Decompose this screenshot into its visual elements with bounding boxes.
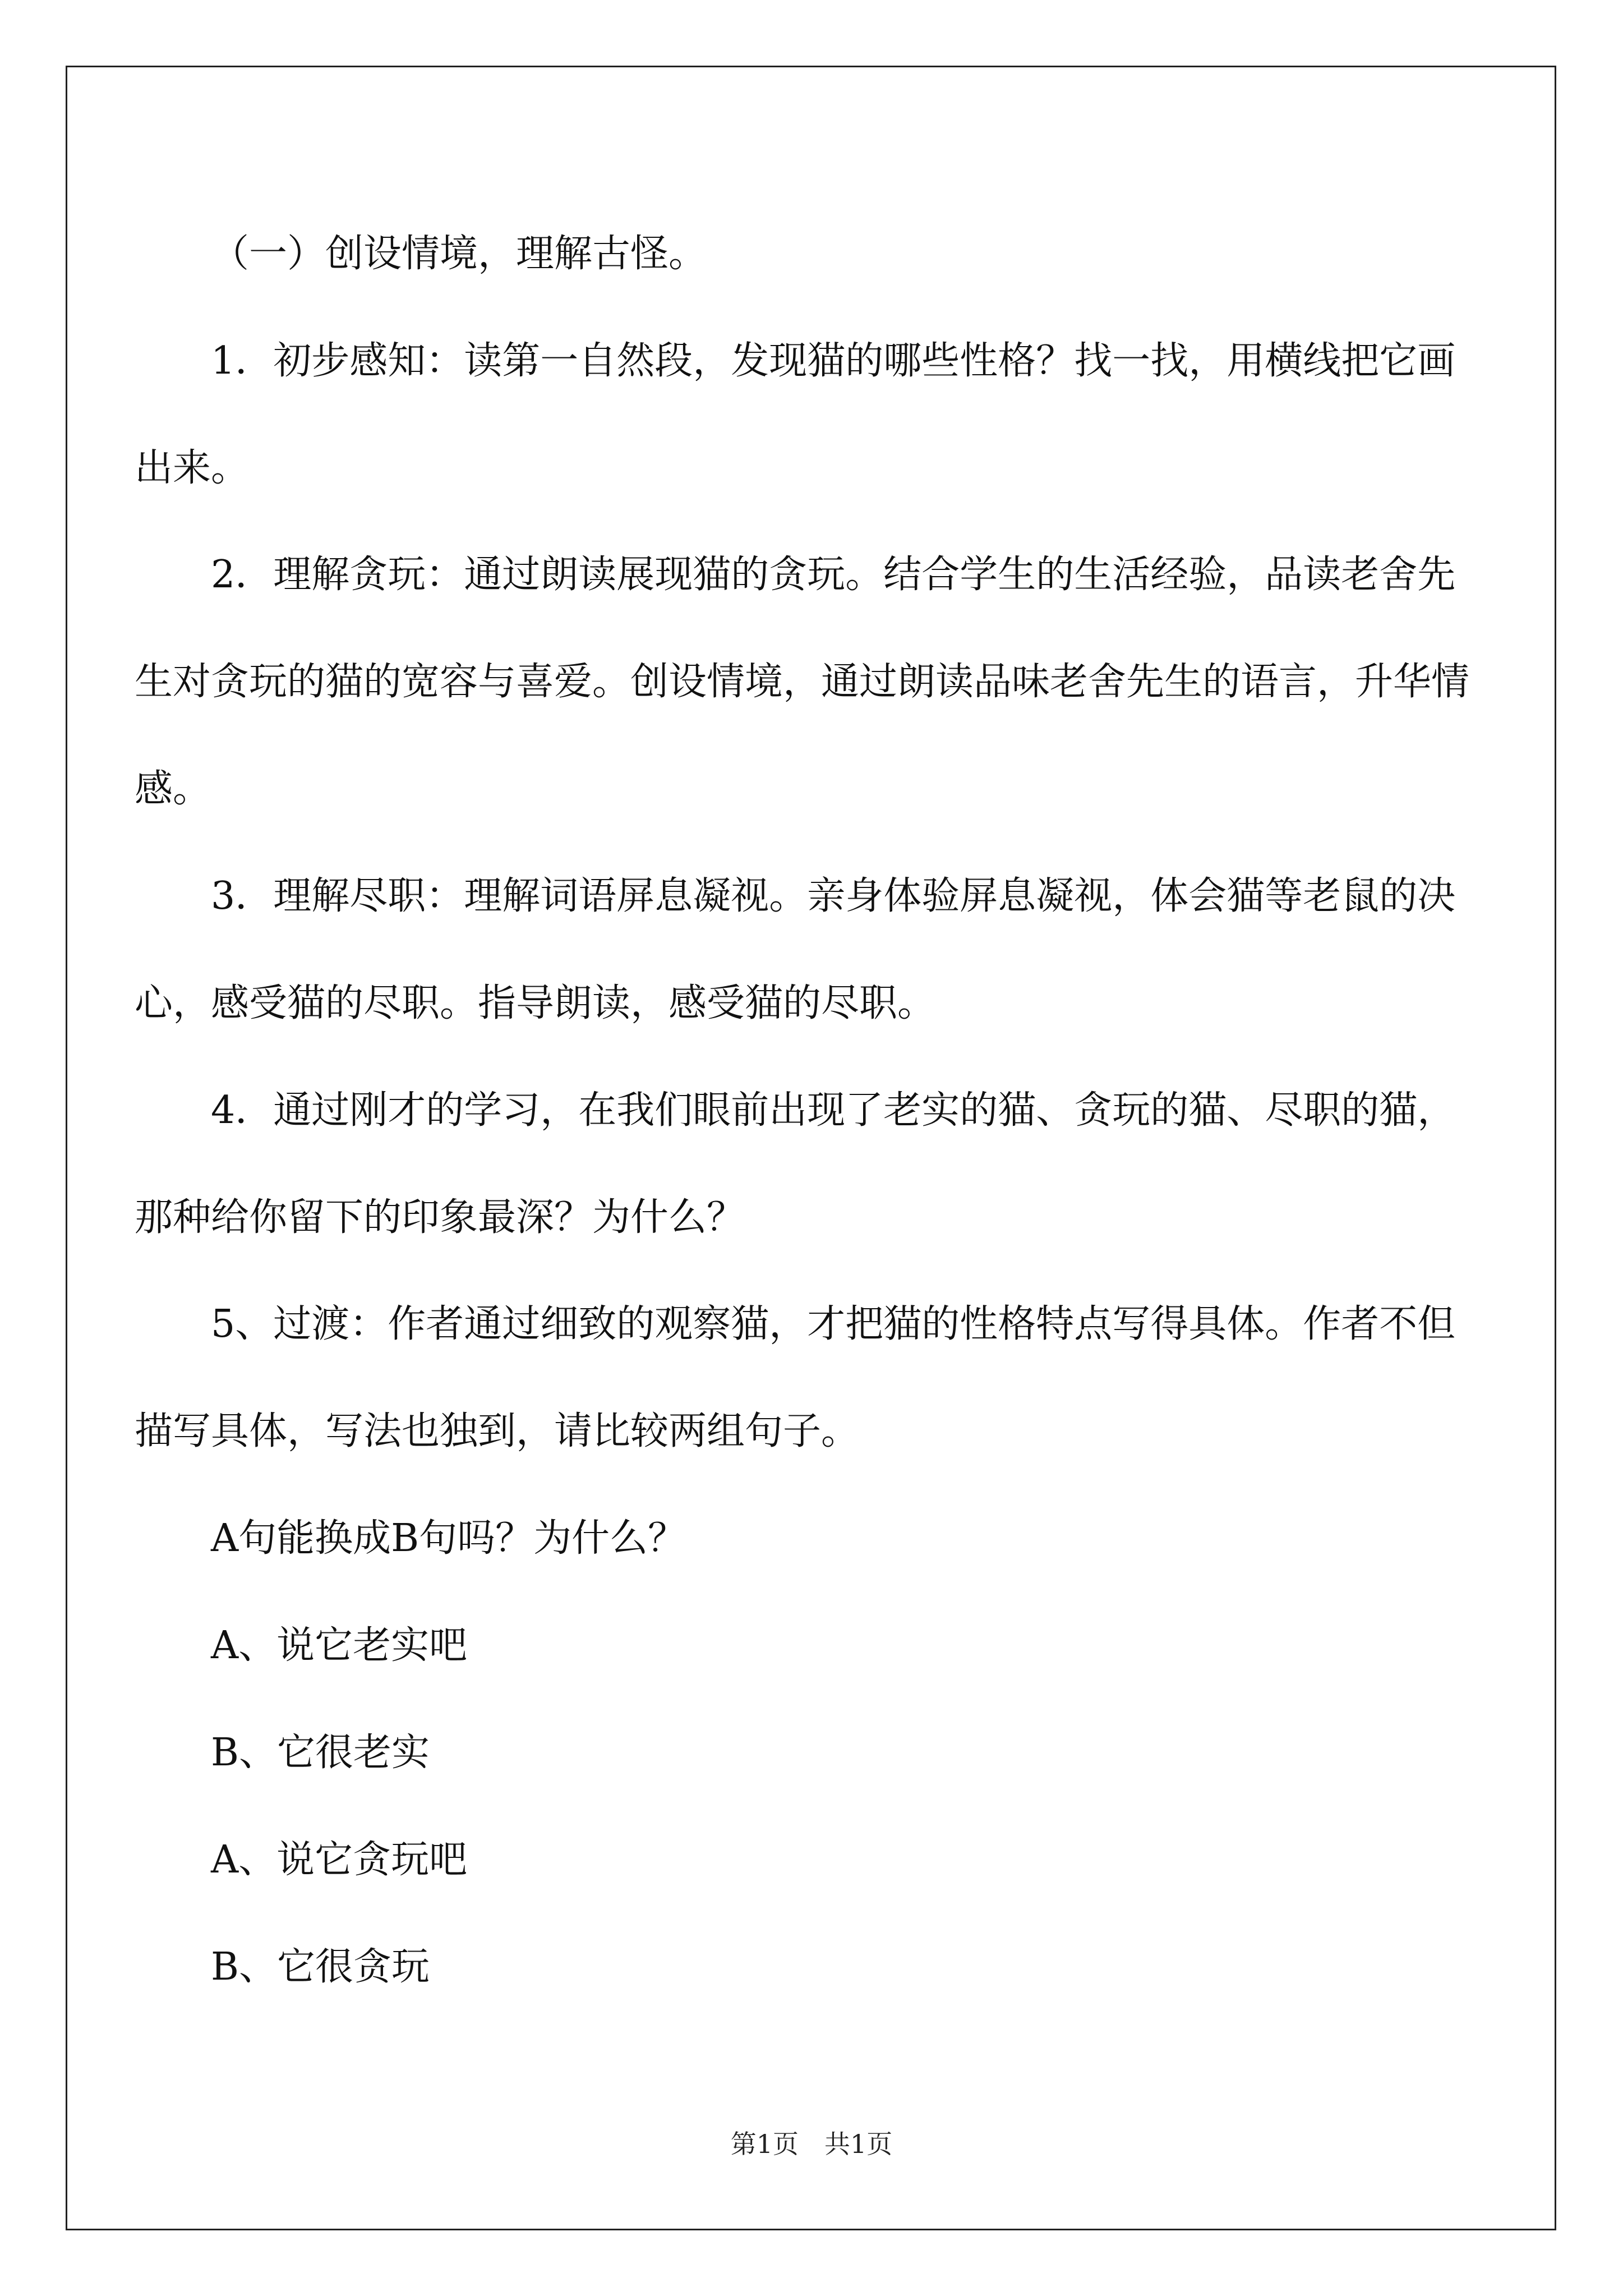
paragraph-step-2: 2．理解贪玩：通过朗读展现猫的贪玩。结合学生的生活经验，品读老舍先生对贪玩的猫的宽容与喜爱。创设情境，通过朗读品味老舍先生的语言，升华情感。 (135, 553, 1470, 811)
paragraph-step-5: 5、过渡：作者通过细致的观察猫，才把猫的性格特点写得具体。作者不但描写具体，写法也独到，请比较两组句子。 (135, 1302, 1456, 1453)
sentence-b-2: B、它很贪玩 (211, 1945, 430, 1989)
sentence-a-2: A、说它贪玩吧 (211, 1838, 468, 1882)
paragraph-step-4: 4．通过刚才的学习，在我们眼前出现了老实的猫、贪玩的猫、尽职的猫，那种给你留下的印象最深？为什么？ (135, 1088, 1456, 1240)
paragraph-step-3: 3．理解尽职：理解词语屏息凝视。亲身体验屏息凝视，体会猫等老鼠的决心，感受猫的尽职。指导朗读，感受猫的尽职。 (135, 874, 1456, 1025)
sentence-a-1: A、说它老实吧 (211, 1623, 468, 1668)
section-heading: （一）创设情境，理解古怪。 (211, 232, 707, 276)
paragraph-step-1: 1．初步感知：读第一自然段，发现猫的哪些性格？找一找，用横线把它画出来。 (135, 339, 1456, 490)
page-number-footer: 第1页 共1页 (730, 2129, 893, 2159)
question-line: A句能换成B句吗？为什么？ (211, 1516, 686, 1561)
sentence-b-1: B、它很老实 (211, 1731, 430, 1775)
